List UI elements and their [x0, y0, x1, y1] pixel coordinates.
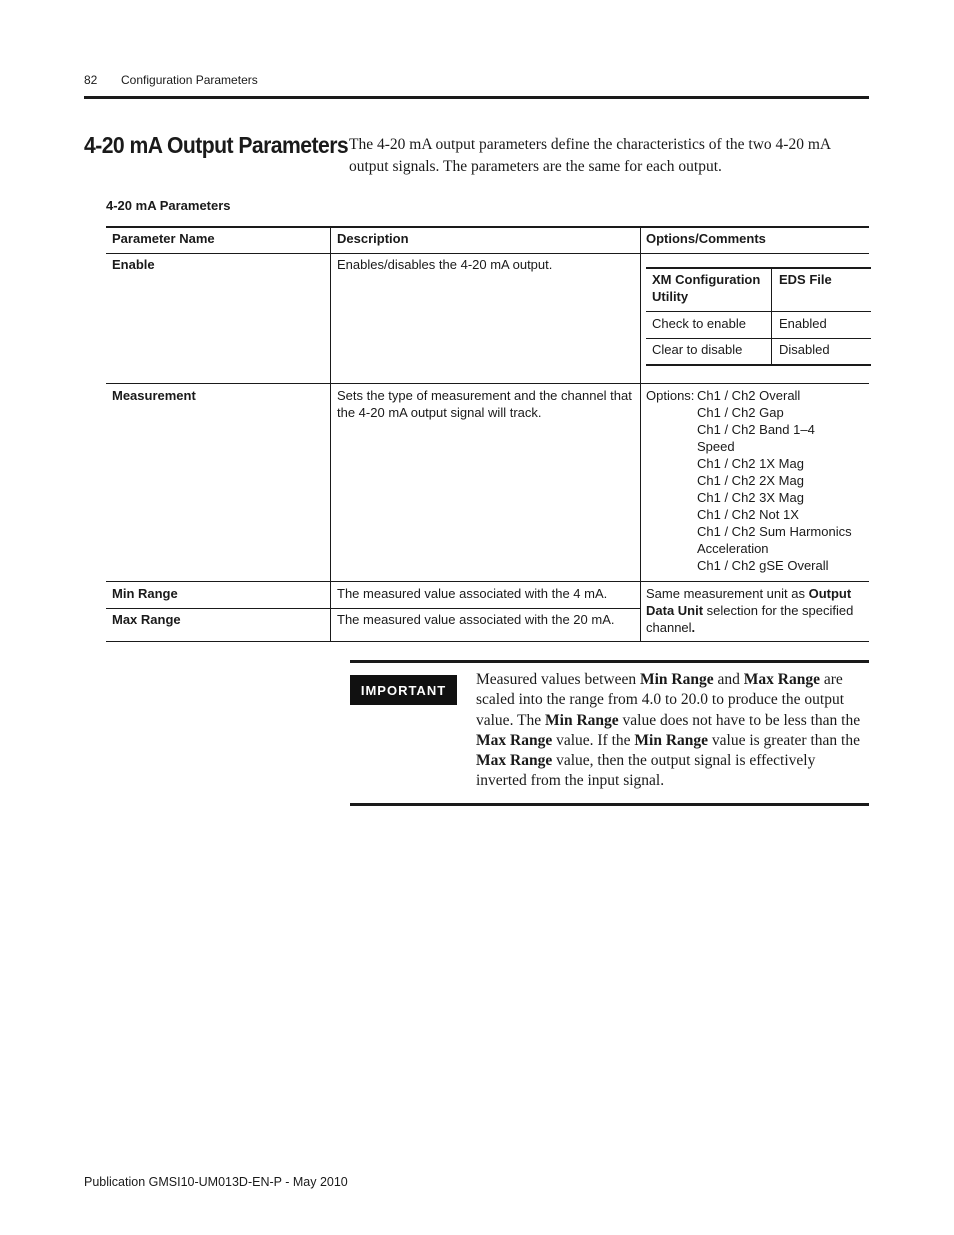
- column-header-options: Options/Comments: [646, 231, 766, 246]
- subtable-bottom-rule: [646, 364, 871, 366]
- publication-footer: Publication GMSI10-UM013D-EN-P - May 2010: [84, 1175, 348, 1189]
- range-comment-period: .: [691, 620, 696, 635]
- measurement-option: Speed: [697, 439, 735, 454]
- param-name-enable: Enable: [112, 257, 155, 272]
- subtable-header-rule: [646, 311, 871, 312]
- subtable-cell: Check to enable: [652, 316, 746, 331]
- subtable-cell: Disabled: [779, 342, 830, 357]
- subtable-cell: Enabled: [779, 316, 827, 331]
- section-title: 4-20 mA Output Parameters: [84, 132, 349, 158]
- important-term: Min Range: [545, 711, 619, 729]
- table-row-rule: [106, 383, 869, 384]
- running-head: Configuration Parameters: [121, 73, 258, 87]
- param-name-measurement: Measurement: [112, 388, 196, 403]
- callout-top-rule: [350, 660, 869, 663]
- column-header-description: Description: [337, 231, 409, 246]
- measurement-option: Ch1 / Ch2 Sum Harmonics: [697, 524, 852, 539]
- measurement-option: Ch1 / Ch2 Band 1–4: [697, 422, 815, 437]
- param-name-max-range: Max Range: [112, 612, 181, 627]
- param-description-min-range: The measured value associated with the 4 mA.: [337, 586, 608, 601]
- range-comment-text: Same measurement unit as: [646, 586, 809, 601]
- important-term: Min Range: [639, 671, 714, 688]
- subtable-cell: Clear to disable: [652, 342, 743, 357]
- param-description-enable: Enables/disables the 4-20 mA output.: [337, 257, 553, 272]
- important-run: value. If the: [552, 731, 635, 749]
- column-header-parameter-name: Parameter Name: [112, 231, 215, 246]
- measurement-option: Ch1 / Ch2 gSE Overall: [697, 558, 829, 573]
- table-row-rule: [106, 608, 641, 609]
- important-run: are scaled into the range from 4.0 to 20.0 to produce the output value. The: [476, 671, 845, 729]
- table-bottom-rule: [106, 641, 869, 642]
- measurement-option: Ch1 / Ch2 Not 1X: [697, 507, 799, 522]
- param-name-min-range: Min Range: [112, 586, 178, 601]
- subtable-header-xm-utility: XM Configuration Utility: [652, 272, 761, 304]
- important-run: value is greater than the: [708, 731, 860, 749]
- table-column-rule: [330, 227, 331, 642]
- table-column-rule: [640, 227, 641, 642]
- important-label: IMPORTANT: [350, 675, 457, 705]
- subtable-column-rule: [771, 268, 772, 365]
- subtable-row-rule: [646, 338, 871, 339]
- important-term: Max Range: [743, 671, 820, 688]
- important-run: value does not have to be less than the: [618, 711, 861, 729]
- important-run: and: [713, 671, 744, 688]
- callout-bottom-rule: [350, 803, 869, 806]
- range-comment-bold: Output Data Unit: [646, 586, 852, 618]
- header-rule: [84, 96, 869, 99]
- important-run: value, then the output signal is effectively inverted from the input signal.: [476, 752, 816, 790]
- options-label: Options:: [646, 388, 695, 403]
- intro-paragraph: The 4-20 mA output parameters define the characteristics of the two 4-20 mA output signals. The parameters are the same for each output.: [349, 136, 831, 175]
- important-term: Max Range: [476, 731, 553, 749]
- range-comment-text: selection for the specified channel: [646, 603, 854, 635]
- table-row-rule: [106, 581, 869, 582]
- important-text: [476, 670, 869, 792]
- subtable-header-eds-file: EDS File: [779, 272, 832, 287]
- measurement-option: Acceleration: [697, 541, 769, 556]
- table-header-rule: [106, 253, 869, 254]
- table-top-rule: [106, 226, 869, 228]
- measurement-option: Ch1 / Ch2 Overall: [697, 388, 801, 403]
- page-number: 82: [84, 73, 98, 87]
- measurement-option: Ch1 / Ch2 Gap: [697, 405, 784, 420]
- measurement-option: Ch1 / Ch2 1X Mag: [697, 456, 804, 471]
- important-term: Min Range: [634, 731, 709, 749]
- measurement-option: Ch1 / Ch2 3X Mag: [697, 490, 804, 505]
- important-run: Measured values between: [476, 671, 640, 688]
- measurement-option: Ch1 / Ch2 2X Mag: [697, 473, 804, 488]
- table-caption: 4-20 mA Parameters: [106, 198, 231, 213]
- range-comment: [646, 585, 866, 636]
- measurement-options-list: [697, 387, 867, 574]
- subtable-top-rule: [646, 267, 871, 269]
- param-description-measurement: Sets the type of measurement and the channel that the 4-20 mA output signal will track.: [337, 388, 632, 420]
- important-term: Max Range: [476, 752, 553, 770]
- param-description-max-range: The measured value associated with the 20 mA.: [337, 612, 615, 627]
